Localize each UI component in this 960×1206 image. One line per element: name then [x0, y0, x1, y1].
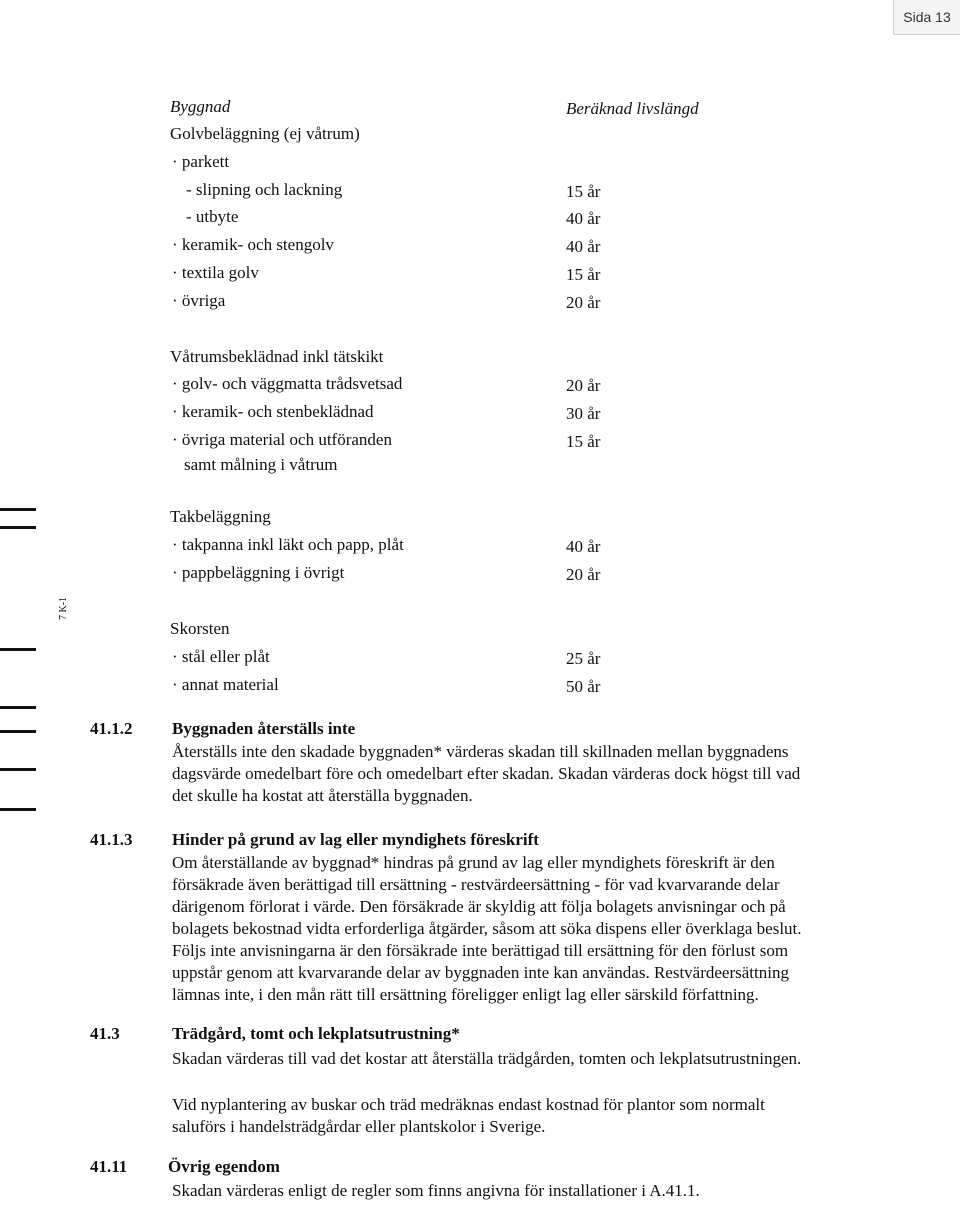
- section-body: [172, 1048, 932, 1070]
- table-row-label: Våtrumsbeklädnad inkl tätskikt: [170, 347, 384, 366]
- body-line: därigenom förlorat i värde. Den försäkrade är skyldig att följa bolagets anvisningar och på: [172, 897, 786, 916]
- section-number: 41.3: [90, 1024, 120, 1043]
- table-row-label: · pappbeläggning i övrigt: [172, 563, 345, 582]
- body-line: Vid nyplantering av buskar och träd medräknas endast kostnad för plantor som normalt: [172, 1095, 765, 1114]
- margin-bar: [0, 808, 36, 811]
- side-code: 7 K-1: [58, 596, 69, 620]
- body-line: Om återställande av byggnad* hindras på grund av lag eller myndighets föreskrift är den: [172, 853, 775, 872]
- table-row-value: 50 år: [566, 677, 601, 696]
- table-row-value: 20 år: [566, 376, 601, 395]
- section-number: 41.11: [90, 1157, 128, 1176]
- table-row-value: 40 år: [566, 237, 601, 256]
- table-row-value: 40 år: [566, 537, 601, 556]
- table-row-value: 20 år: [566, 293, 601, 312]
- table-row-label: · keramik- och stengolv: [172, 235, 334, 254]
- table-row-label: Golvbeläggning (ej våtrum): [170, 124, 360, 143]
- table-row-value: 40 år: [566, 209, 601, 228]
- table-row-label: · annat material: [172, 675, 279, 694]
- section-body: [172, 852, 932, 1006]
- section-number: 41.1.3: [90, 830, 133, 849]
- table-row-label: · takpanna inkl läkt och papp, plåt: [172, 535, 404, 554]
- section-body: [172, 1094, 932, 1138]
- section-body: [172, 741, 932, 807]
- body-line: bolagets bekostnad vidta erforderliga åtgärder, såsom att söka dispens eller överklaga beslut.: [172, 919, 802, 938]
- table-row-label: · övriga: [172, 291, 226, 310]
- body-line: Skadan värderas till vad det kostar att återställa trädgården, tomten och lekplatsutrustningen.: [172, 1049, 802, 1068]
- section-title: Hinder på grund av lag eller myndighets föreskrift: [172, 830, 539, 849]
- table-header-lifespan: Beräknad livslängd: [566, 99, 699, 118]
- margin-bar: [0, 730, 36, 733]
- table-row-label: · keramik- och stenbeklädnad: [172, 402, 374, 421]
- body-line: Återställs inte den skadade byggnaden* värderas skadan till skillnaden mellan byggnadens: [172, 742, 789, 761]
- table-row-label: · golv- och väggmatta trådsvetsad: [172, 374, 403, 393]
- body-line: Skadan värderas enligt de regler som finns angivna för installationer i A.41.1.: [172, 1181, 700, 1200]
- table-header-building: Byggnad: [170, 97, 231, 116]
- body-line: försäkrade även berättigad till ersättning - restvärdeersättning - för vad kvarvarande delar: [172, 875, 780, 894]
- margin-bar: [0, 526, 36, 529]
- table-row-value: 30 år: [566, 404, 601, 423]
- margin-bar: [0, 508, 36, 511]
- section-body: [172, 1180, 932, 1202]
- margin-bar: [0, 706, 36, 709]
- table-row-label: samt målning i våtrum: [184, 455, 338, 474]
- body-line: lämnas inte, i den mån rätt till ersättning föreligger enligt lag eller särskild författning.: [172, 985, 759, 1004]
- page-number-tab: Sida 13: [893, 0, 960, 35]
- section-title: Trädgård, tomt och lekplatsutrustning*: [172, 1024, 460, 1043]
- margin-bar: [0, 648, 36, 651]
- table-row-label: · övriga material och utföranden: [172, 430, 392, 449]
- table-row-value: 15 år: [566, 265, 601, 284]
- table-row-value: 20 år: [566, 565, 601, 584]
- body-line: saluförs i handelsträdgårdar eller plantskolor i Sverige.: [172, 1117, 546, 1136]
- table-row-value: 15 år: [566, 182, 601, 201]
- table-row-label: · parkett: [172, 152, 230, 171]
- body-line: Följs inte anvisningarna är den försäkrade inte berättigad till ersättning för den förlust som: [172, 941, 789, 960]
- table-row-label: Skorsten: [170, 619, 230, 638]
- table-row-value: 15 år: [566, 432, 601, 451]
- section-title: Övrig egendom: [168, 1157, 280, 1176]
- body-line: det skulle ha kostat att återställa byggnaden.: [172, 786, 473, 805]
- section-title: Byggnaden återställs inte: [172, 719, 356, 738]
- margin-bar: [0, 768, 36, 771]
- table-row-label: Takbeläggning: [170, 507, 271, 526]
- table-row-value: 25 år: [566, 649, 601, 668]
- body-line: dagsvärde omedelbart före och omedelbart efter skadan. Skadan värderas dock högst till vad: [172, 764, 801, 783]
- table-row-label: · stål eller plåt: [172, 647, 270, 666]
- table-row-label: - slipning och lackning: [186, 180, 343, 199]
- table-row-label: - utbyte: [186, 207, 239, 226]
- section-number: 41.1.2: [90, 719, 133, 738]
- body-line: uppstår genom att kvarvarande delar av byggnaden inte kan användas. Restvärdeersättning: [172, 963, 789, 982]
- table-row-label: · textila golv: [172, 263, 259, 282]
